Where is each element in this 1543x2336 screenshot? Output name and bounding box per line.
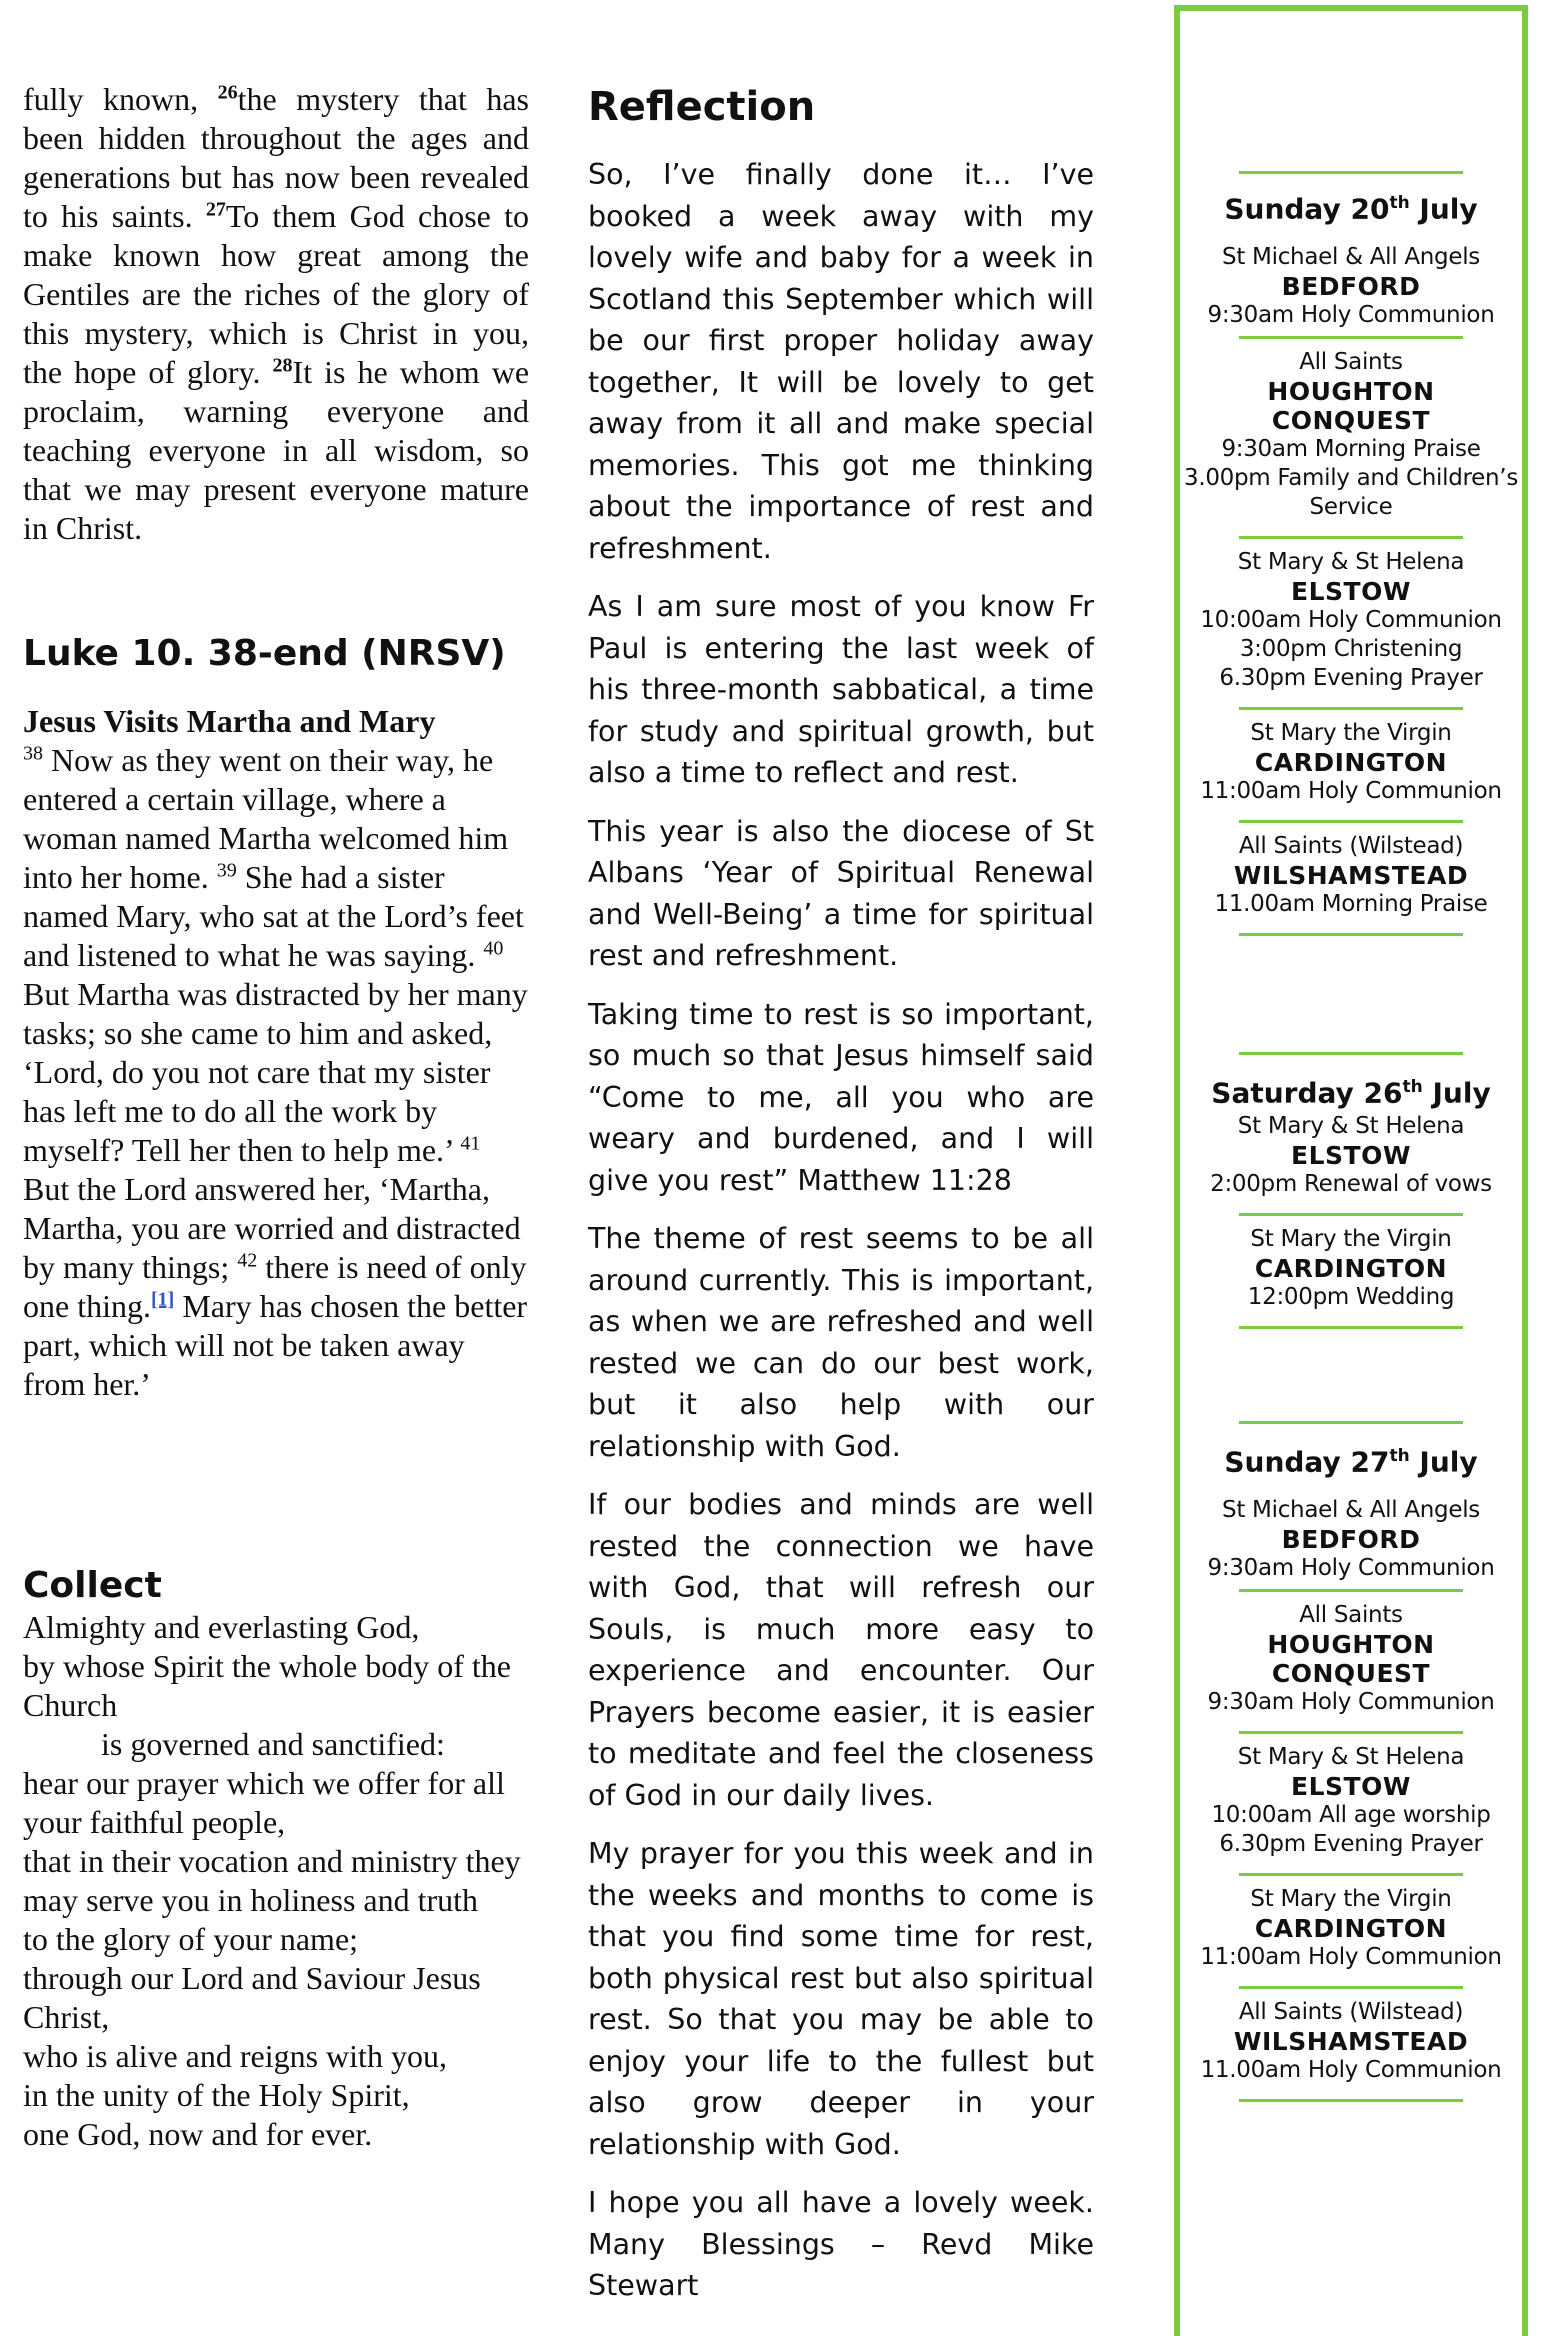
gospel-text: $^{38}$ Now as they went on their way, he entered a certain village, where a woman named Martha welcomed him into her home. $^{39}$ She had a sister named Mary, who sat at the Lord’s feet and listened to what he was saying. $^{40}$ But Martha was distracted by her many tasks; so she came to him and asked, ‘Lord, do you not care that my sister has left me to do all the work by myself? Tell her then to help me.’ $^{41}$ But the Lord answered her, ‘Martha, Martha, you are worried and distracted by many things; $^{42}$ there is need of only one thing.[1] Mary has chosen the better part, which will not be taken away from her.’ xyxy=(23,742,528,1402)
collect-line: Almighty and everlasting God, xyxy=(23,1609,420,1645)
scripture-column xyxy=(23,80,529,2154)
collect-line: is governed and sanctified: xyxy=(101,1726,445,1762)
divider xyxy=(1239,1326,1463,1329)
collect-line: who is alive and reigns with you, xyxy=(23,2038,447,2074)
divider xyxy=(1239,171,1463,174)
service-day-heading: Sunday 20th July xyxy=(1224,192,1478,226)
service-entry: All Saints HOUGHTON CONQUEST 9:30am Morning Praise 3.00pm Family and Children’s Service xyxy=(1183,349,1519,521)
collect-line: to the glory of your name; xyxy=(23,1921,359,1957)
service-entry: St Mary the Virgin CARDINGTON 11:00am Holy Communion xyxy=(1200,1885,1502,1970)
divider xyxy=(1239,1731,1463,1734)
divider xyxy=(1239,1873,1463,1876)
reflection-paragraph: Taking time to rest is so important, so much so that Jesus himself said “Come to me, all you who are weary and burdened, and I will give you rest” Matthew 11:28 xyxy=(588,997,1094,1197)
service-entry: All Saints (Wilstead) WILSHAMSTEAD 11.00am Holy Communion xyxy=(1200,1998,1502,2083)
divider xyxy=(1239,1589,1463,1592)
service-day-heading: Saturday 26th July xyxy=(1211,1076,1491,1110)
divider xyxy=(1239,1421,1463,1424)
divider xyxy=(1239,2099,1463,2102)
collect-line: by whose Spirit the whole body of the Church xyxy=(23,1648,511,1723)
footnote-link[interactable]: [1] xyxy=(150,1288,175,1311)
collect-line: in the unity of the Holy Spirit, xyxy=(23,2077,410,2113)
reflection-column xyxy=(588,82,1094,2324)
gospel-subheading: Jesus Visits Martha and Mary xyxy=(23,703,436,739)
reflection-paragraph: My prayer for you this week and in the weeks and months to come is that you find some time for rest, both physical rest but also spiritual rest. So that you may be able to enjoy your life to the fullest but also grow deeper in your relationship with God. xyxy=(588,1837,1094,2161)
verse-number: 27 xyxy=(205,198,226,221)
divider xyxy=(1239,820,1463,823)
collect-line: hear our prayer which we offer for all your faithful people, xyxy=(23,1765,505,1840)
reflection-paragraph: If our bodies and minds are well rested the connection we have with God, that will refresh our Souls, is much more easy to experience and encounter. Our Prayers become easier, it is easier to meditate and feel the closeness of God in our daily lives. xyxy=(588,1488,1094,1812)
reflection-paragraph: This year is also the diocese of St Albans ‘Year of Spiritual Renewal and Well-Being’ a time for spiritual rest and refreshment. xyxy=(588,814,1094,972)
reflection-paragraph: As I am sure most of you know Fr Paul is entering the last week of his three-month sabbatical, a time for study and spiritual growth, but also a time to reflect and rest. xyxy=(588,590,1094,789)
gospel-reading xyxy=(23,702,529,1404)
service-entry: St Mary & St Helena ELSTOW 2:00pm Renewal of vows xyxy=(1210,1112,1492,1197)
reflection-paragraph: The theme of rest seems to be all around currently. This is important, as when we are refreshed and well rested we can do our best work, but it also help with our relationship with God. xyxy=(588,1222,1094,1463)
collect-text xyxy=(23,1608,529,2154)
collect-line: one God, now and for ever. xyxy=(23,2116,373,2152)
divider xyxy=(1239,707,1463,710)
service-entry: St Mary & St Helena ELSTOW 10:00am Holy Communion 3:00pm Christening 6.30pm Evening Prayer xyxy=(1200,549,1502,692)
divider xyxy=(1239,1986,1463,1989)
service-entry: All Saints (Wilstead) WILSHAMSTEAD 11.00am Morning Praise xyxy=(1214,833,1488,918)
gospel-heading: Luke 10. 38-end (NRSV) xyxy=(23,633,506,674)
service-entry: St Mary & St Helena ELSTOW 10:00am All age worship 6.30pm Evening Prayer xyxy=(1211,1743,1491,1857)
service-entry: All Saints HOUGHTON CONQUEST 9:30am Holy Communion xyxy=(1207,1601,1495,1715)
service-day-heading: Sunday 27th July xyxy=(1224,1444,1478,1478)
divider xyxy=(1239,536,1463,539)
divider xyxy=(1239,336,1463,339)
reflection-heading: Reflection xyxy=(588,84,816,130)
service-entry: St Mary the Virgin CARDINGTON 11:00am Holy Communion xyxy=(1200,720,1502,805)
collect-line: that in their vocation and ministry they may serve you in holiness and truth xyxy=(23,1843,521,1918)
service-entry: St Michael & All Angels BEDFORD 9:30am Holy Communion xyxy=(1207,1496,1495,1581)
divider xyxy=(1239,1213,1463,1216)
service-times-sidebar xyxy=(1174,5,1528,2336)
collect-heading: Collect xyxy=(23,1565,162,1606)
reflection-paragraph: So, I’ve finally done it… I’ve booked a week away with my lovely wife and baby for a week in Scotland this September which will be our first proper holiday away together, It will be lovely to get away from it all and make special memories. This got me thinking about the importance of rest and refreshment. xyxy=(588,158,1094,565)
divider xyxy=(1239,933,1463,936)
epistle-reading xyxy=(23,80,529,548)
verse-number: 28 xyxy=(272,354,293,377)
service-entry: St Michael & All Angels BEDFORD 9:30am Holy Communion xyxy=(1207,244,1495,329)
divider xyxy=(1239,1052,1463,1055)
verse-number: 26 xyxy=(217,81,238,104)
epistle-text: fully known, $^{26}$the mystery that has been hidden throughout the ages and generations but has now been revealed to his saints. $^{27}$To them God chose to make known how great among the Gentiles are the riches of the glory of this mystery, which is Christ in you, the hope of glory. $^{28}$It is he whom we proclaim, warning everyone and teaching everyone in all wisdom, so that we may present everyone mature in Christ. xyxy=(23,81,530,546)
collect-line: through our Lord and Saviour Jesus Christ, xyxy=(23,1960,481,2035)
reflection-signoff: I hope you all have a lovely week. Many Blessings – Revd Mike Stewart xyxy=(588,2186,1094,2302)
service-entry: St Mary the Virgin CARDINGTON 12:00pm Wedding xyxy=(1247,1225,1455,1310)
